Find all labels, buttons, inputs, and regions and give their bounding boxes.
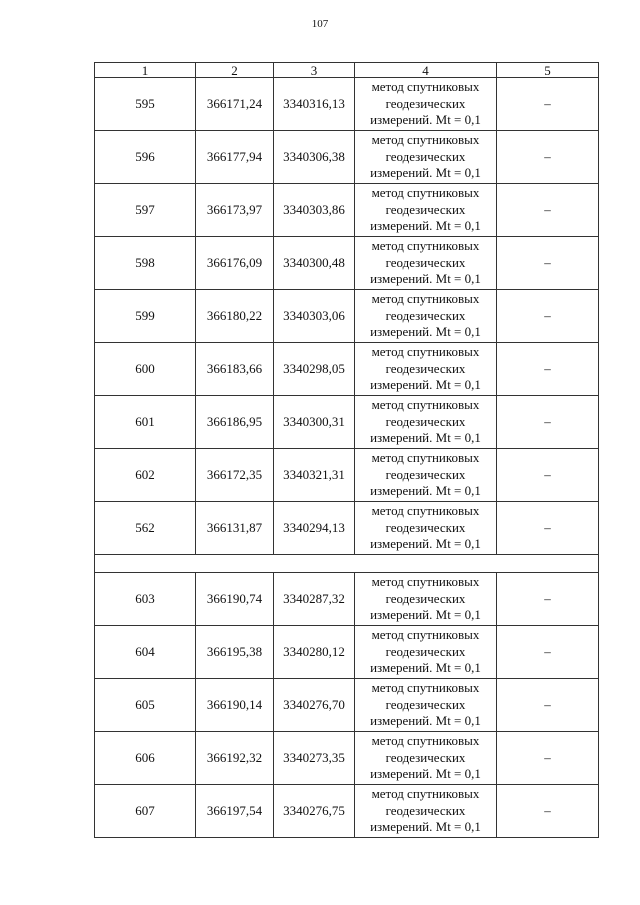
coordinates-table [94, 62, 599, 838]
method-line: измерений. Mt = 0,1 [370, 713, 481, 729]
x-coordinate-cell: 366180,22 [196, 290, 274, 343]
method-line: геодезических [385, 95, 466, 111]
method-cell [355, 131, 497, 184]
y-coordinate-cell: 3340273,35 [274, 732, 355, 785]
table-row [95, 184, 599, 237]
method-line: метод спутниковых [371, 238, 480, 254]
table-row [95, 396, 599, 449]
x-coordinate-cell: 366131,87 [196, 502, 274, 555]
method-line: геодезических [385, 519, 466, 535]
table-row [95, 573, 599, 626]
point-id-cell: 601 [95, 396, 196, 449]
method-line: метод спутниковых [371, 344, 480, 360]
x-coordinate-cell: 366190,74 [196, 573, 274, 626]
method-line: геодезических [385, 749, 466, 765]
x-coordinate-cell: 366190,14 [196, 679, 274, 732]
method-line: измерений. Mt = 0,1 [370, 536, 481, 552]
method-cell [355, 573, 497, 626]
method-cell [355, 290, 497, 343]
y-coordinate-cell: 3340298,05 [274, 343, 355, 396]
method-line: измерений. Mt = 0,1 [370, 607, 481, 623]
note-cell: – [497, 184, 599, 237]
y-coordinate-cell: 3340316,13 [274, 78, 355, 131]
method-line: геодезических [385, 307, 466, 323]
x-coordinate-cell: 366172,35 [196, 449, 274, 502]
x-coordinate-cell: 366171,24 [196, 78, 274, 131]
point-id-cell: 604 [95, 626, 196, 679]
table-row [95, 78, 599, 131]
x-coordinate-cell: 366177,94 [196, 131, 274, 184]
table-header-row [95, 63, 599, 78]
point-id-cell: 562 [95, 502, 196, 555]
method-cell [355, 449, 497, 502]
method-line: измерений. Mt = 0,1 [370, 165, 481, 181]
column-header-1: 1 [95, 63, 196, 78]
method-line: геодезических [385, 643, 466, 659]
method-cell [355, 626, 497, 679]
y-coordinate-cell: 3340276,70 [274, 679, 355, 732]
note-cell: – [497, 131, 599, 184]
column-header-3: 3 [274, 63, 355, 78]
method-line: геодезических [385, 201, 466, 217]
note-cell: – [497, 290, 599, 343]
column-header-2: 2 [196, 63, 274, 78]
point-id-cell: 596 [95, 131, 196, 184]
method-line: метод спутниковых [371, 450, 480, 466]
y-coordinate-cell: 3340306,38 [274, 131, 355, 184]
y-coordinate-cell: 3340303,06 [274, 290, 355, 343]
method-line: измерений. Mt = 0,1 [370, 377, 481, 393]
method-line: геодезических [385, 148, 466, 164]
method-line: метод спутниковых [371, 397, 480, 413]
method-line: метод спутниковых [371, 733, 480, 749]
table-row [95, 449, 599, 502]
x-coordinate-cell: 366183,66 [196, 343, 274, 396]
point-id-cell: 603 [95, 573, 196, 626]
method-line: измерений. Mt = 0,1 [370, 660, 481, 676]
point-id-cell: 595 [95, 78, 196, 131]
note-cell: – [497, 732, 599, 785]
note-cell: – [497, 679, 599, 732]
method-line: метод спутниковых [371, 132, 480, 148]
method-line: геодезических [385, 590, 466, 606]
method-line: геодезических [385, 254, 466, 270]
method-line: измерений. Mt = 0,1 [370, 218, 481, 234]
method-line: измерений. Mt = 0,1 [370, 430, 481, 446]
method-cell [355, 343, 497, 396]
method-line: измерений. Mt = 0,1 [370, 112, 481, 128]
table-row [95, 131, 599, 184]
method-line: метод спутниковых [371, 786, 480, 802]
separator-row [95, 555, 599, 573]
note-cell: – [497, 396, 599, 449]
point-id-cell: 597 [95, 184, 196, 237]
method-line: измерений. Mt = 0,1 [370, 324, 481, 340]
point-id-cell: 607 [95, 785, 196, 838]
note-cell: – [497, 626, 599, 679]
method-cell [355, 396, 497, 449]
x-coordinate-cell: 366197,54 [196, 785, 274, 838]
table-row [95, 626, 599, 679]
method-line: метод спутниковых [371, 185, 480, 201]
method-line: метод спутниковых [371, 574, 480, 590]
method-line: геодезических [385, 802, 466, 818]
x-coordinate-cell: 366195,38 [196, 626, 274, 679]
y-coordinate-cell: 3340321,31 [274, 449, 355, 502]
method-line: измерений. Mt = 0,1 [370, 271, 481, 287]
note-cell: – [497, 449, 599, 502]
method-cell [355, 785, 497, 838]
point-id-cell: 599 [95, 290, 196, 343]
method-line: измерений. Mt = 0,1 [370, 483, 481, 499]
column-header-4: 4 [355, 63, 497, 78]
table-row [95, 343, 599, 396]
method-line: метод спутниковых [371, 503, 480, 519]
page-number: 107 [311, 18, 329, 30]
point-id-cell: 605 [95, 679, 196, 732]
x-coordinate-cell: 366192,32 [196, 732, 274, 785]
method-line: геодезических [385, 696, 466, 712]
method-cell [355, 237, 497, 290]
method-cell [355, 184, 497, 237]
method-line: геодезических [385, 360, 466, 376]
note-cell: – [497, 343, 599, 396]
method-line: метод спутниковых [371, 680, 480, 696]
note-cell: – [497, 502, 599, 555]
method-line: геодезических [385, 413, 466, 429]
method-line: измерений. Mt = 0,1 [370, 819, 481, 835]
point-id-cell: 600 [95, 343, 196, 396]
table-row [95, 732, 599, 785]
note-cell: – [497, 573, 599, 626]
y-coordinate-cell: 3340300,48 [274, 237, 355, 290]
method-cell [355, 732, 497, 785]
y-coordinate-cell: 3340294,13 [274, 502, 355, 555]
method-line: геодезических [385, 466, 466, 482]
point-id-cell: 598 [95, 237, 196, 290]
table-row [95, 237, 599, 290]
point-id-cell: 602 [95, 449, 196, 502]
y-coordinate-cell: 3340276,75 [274, 785, 355, 838]
point-id-cell: 606 [95, 732, 196, 785]
method-cell [355, 679, 497, 732]
x-coordinate-cell: 366176,09 [196, 237, 274, 290]
note-cell: – [497, 785, 599, 838]
separator-cell [95, 555, 599, 573]
note-cell: – [497, 78, 599, 131]
method-line: метод спутниковых [371, 79, 480, 95]
table-row [95, 785, 599, 838]
method-line: измерений. Mt = 0,1 [370, 766, 481, 782]
method-line: метод спутниковых [371, 627, 480, 643]
y-coordinate-cell: 3340280,12 [274, 626, 355, 679]
method-cell [355, 502, 497, 555]
x-coordinate-cell: 366186,95 [196, 396, 274, 449]
method-cell [355, 78, 497, 131]
x-coordinate-cell: 366173,97 [196, 184, 274, 237]
method-line: метод спутниковых [371, 291, 480, 307]
column-header-5: 5 [497, 63, 599, 78]
y-coordinate-cell: 3340303,86 [274, 184, 355, 237]
table-row [95, 290, 599, 343]
y-coordinate-cell: 3340287,32 [274, 573, 355, 626]
table-row [95, 679, 599, 732]
note-cell: – [497, 237, 599, 290]
y-coordinate-cell: 3340300,31 [274, 396, 355, 449]
table-row [95, 502, 599, 555]
